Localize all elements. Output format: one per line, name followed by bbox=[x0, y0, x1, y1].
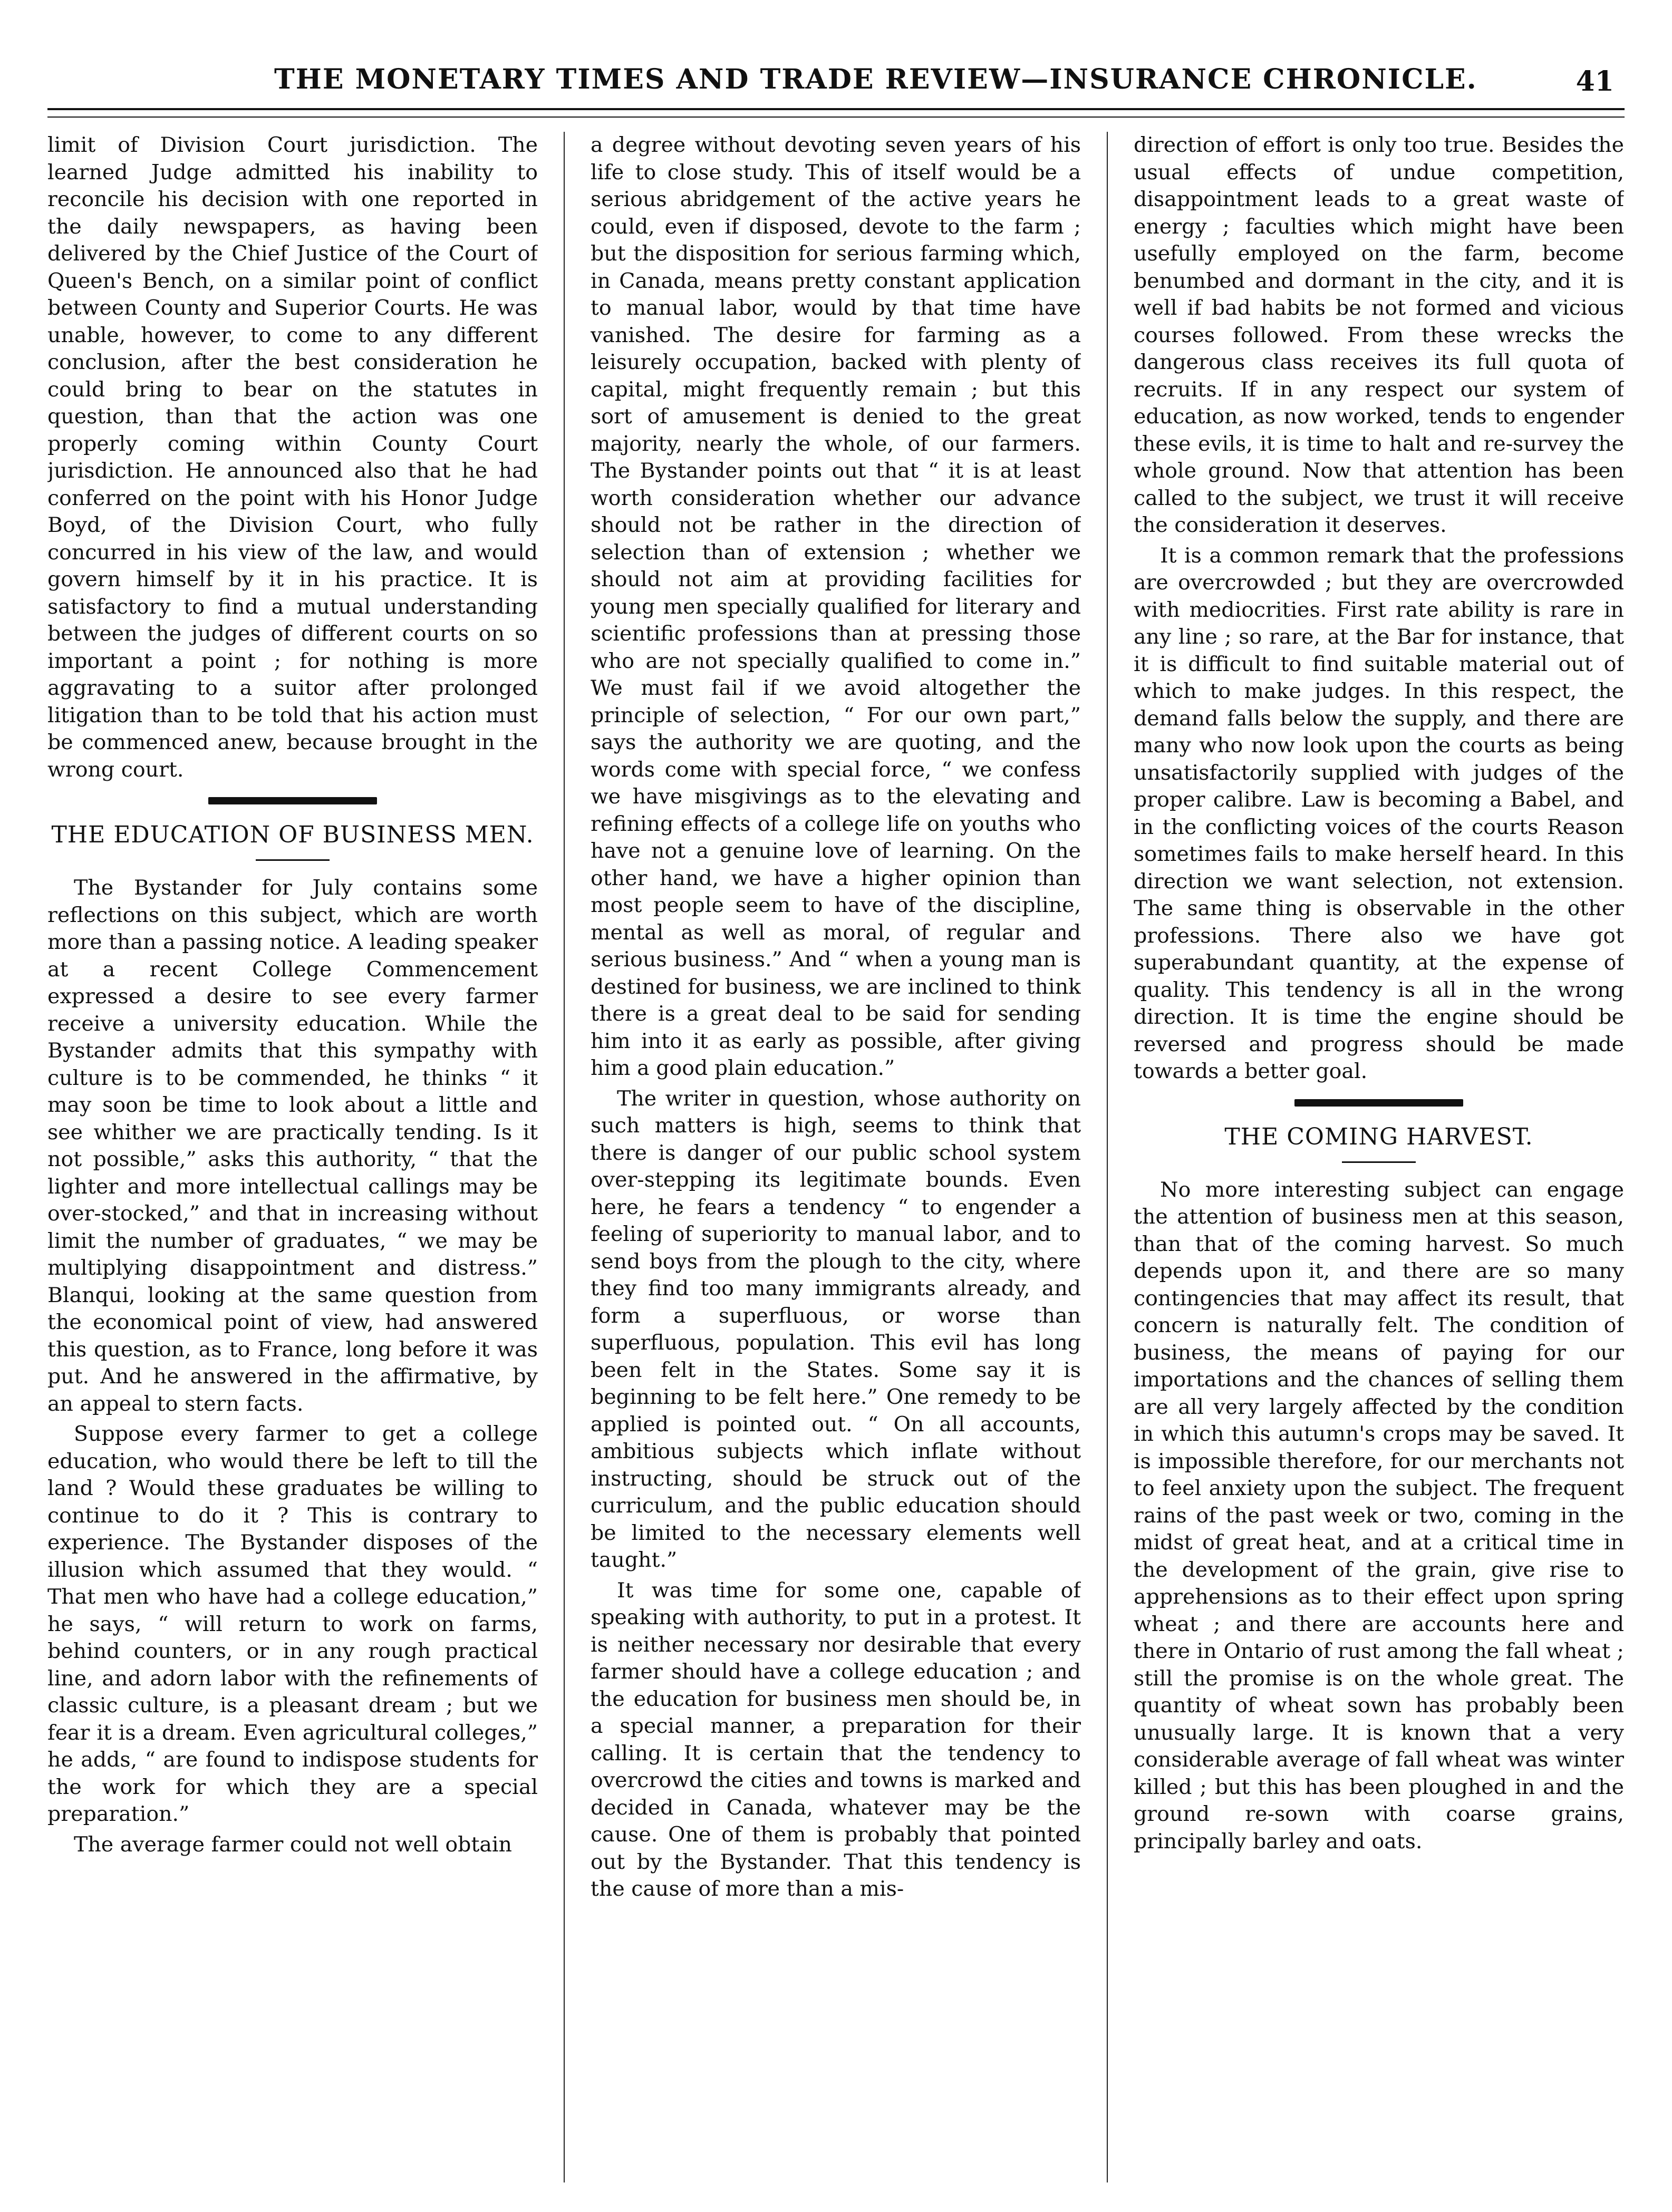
paragraph: a degree without devoting seven years of his life to close study. This of itself would be a serious abridgement of the active years he could, even if disposed, devote to the farm ; but the disposition for serious farming which, in Canada, means pretty constant application to manual labor, would by that time have vanished. The desire for farming as a leisurely occupation, backed with plenty of capital, might frequently remain ; but this sort of amusement is denied to the great majority, nearly the whole, of our farmers. The Bystander points out that “ it is at least worth consideration whether our advance should not be rather in the direction of selection than of extension ; whether we should not aim at providing facilities for young men specially qualified for literary and scientific professions than at pressing those who are not specially qualified to come in.” We must fail if we avoid altogether the principle of selection, “ For our own part,” says the authority we are quoting, and the words come with special force, “ we confess we have misgivings as to the elevating and refining effects of a college life on youths who have not a genuine love of learning. On the other hand, we have a higher opinion than most people seem to have of the discipline, mental as well as moral, of regular and serious business.” And “ when a young man is destined for business, we are inclined to think there is a great deal to be said for sending him into it as early as possible, after giving him a good plain education.” bbox=[591, 133, 1081, 1080]
paragraph: It was time for some one, capable of speaking with authority, to put in a protest. It is neither necessary nor desirable that every farmer should have a college education ; and the education for business men should be, in a special manner, a preparation for their calling. It is certain that the tendency to overcrowd the cities and towns is marked and decided in Canada, whatever may be the cause. One of them is probably that pointed out by the Bystander. That this tendency is the cause of more than a mis- bbox=[591, 1578, 1081, 1901]
paragraph: It is a common remark that the professions are overcrowded ; but they are overcrowded with mediocrities. First rate ability is rare in any line ; so rare, at the Bar for instance, that it is difficult to find suitable material out of which to make judges. In this respect, the demand falls below the supply, and there are many who now look upon the courts as being unsatisfactorily supplied with judges of the proper calibre. Law is becoming a Babel, and in the conflicting voices of the courts Reason sometimes fails to make herself heard. In this direction we want selection, not extension. The same thing is observable in the other professions. There also we have got superabundant quantity, at the expense of quality. This tendency is all in the wrong direction. It is time the engine should be reversed and progress should be made towards a better goal. bbox=[1134, 543, 1624, 1083]
paragraph: The Bystander for July contains some reflections on this subject, which are worth more than a passing notice. A leading speaker at a recent College Commencement expressed a desire to see every farmer receive a university education. While the Bystander admits that this sympathy with culture is to be commended, he thinks “ it may soon be time to look about a little and see whither we are practically tending. Is it not possible,” asks this authority, “ that the lighter and more intellectual callings may be over-stocked,” and that in increasing without limit the number of graduates, “ we may be multiplying disappointment and distress.” Blanqui, looking at the same question from the economical point of view, had answered this question, as to France, long before it was put. And he answered in the affirmative, by an appeal to stern facts. bbox=[47, 876, 538, 1416]
section-divider bbox=[1294, 1099, 1463, 1107]
paragraph: The average farmer could not well obtain bbox=[74, 1832, 512, 1857]
paragraph: limit of Division Court jurisdiction. The learned Judge admitted his inability to reconcile his decision with one reported in the daily newspapers, as having been delivered by the Chief Justice of the Court of Queen's Bench, on a similar point of conflict between County and Superior Courts. He was unable, however, to come to any different conclusion, after the best consideration he could bring to bear on the statutes in question, than that the action was one properly coming within County Court jurisdiction. He announced also that he had conferred on the point with his Honor Judge Boyd, of the Division Court, who fully concurred in his view of the law, and would govern himself by it in his practice. It is satisfactory to find a mutual understanding between the judges of different courts on so important a point ; for nothing is more aggravating to a suitor after prolonged litigation than to be told that his action must be commenced anew, because brought in the wrong court. bbox=[47, 133, 538, 782]
running-title: THE MONETARY TIMES AND TRADE REVIEW—INSURANCE CHRONICLE. bbox=[274, 63, 1477, 95]
header-rule bbox=[47, 108, 1625, 118]
column-2 bbox=[591, 132, 1081, 2182]
page-number: 41 bbox=[1576, 65, 1614, 98]
column-3 bbox=[1134, 132, 1624, 2182]
section-heading-harvest: THE COMING HARVEST. bbox=[1224, 1123, 1533, 1150]
section-heading-education: THE EDUCATION OF BUSINESS MEN. bbox=[51, 821, 534, 848]
article-columns bbox=[47, 132, 1624, 2182]
paragraph: direction of effort is only too true. Besides the usual effects of undue competition, disappointment leads to a great waste of energy ; faculties which might have been usefully employed on the farm, become benumbed and dormant in the city, and it is well if bad habits be not formed and vicious courses followed. From these wrecks the dangerous class receives its full quota of recruits. If in any respect our system of education, as now worked, tends to engender these evils, it is time to halt and re-survey the whole ground. Now that attention has been called to the subject, we trust it will receive the consideration it deserves. bbox=[1134, 133, 1624, 537]
paragraph: Suppose every farmer to get a college education, who would there be left to till the land ? Would these graduates be willing to continue to do it ? This is contrary to experience. The Bystander disposes of the illusion which assumed that they would. “ That men who have had a college education,” he says, “ will return to work on farms, behind counters, or in any rough practical line, and adorn labor with the refinements of classic culture, is a pleasant dream ; but we fear it is a dream. Even agricultural colleges,” he adds, “ are found to indispose students for the work for which they are a special preparation.” bbox=[47, 1422, 538, 1826]
heading-underline bbox=[1342, 1161, 1416, 1163]
column-separator bbox=[1107, 132, 1108, 2182]
heading-underline bbox=[256, 859, 330, 861]
column-separator bbox=[564, 132, 565, 2182]
column-1 bbox=[47, 132, 538, 2182]
paragraph: The writer in question, whose authority on such matters is high, seems to think that there is danger of our public school system over-stepping its legitimate bounds. Even here, he fears a tendency “ to engender a feeling of superiority to manual labor, and to send boys from the plough to the city, where they find too many immigrants already, and form a superfluous, or worse than superfluous, population. This evil has long been felt in the States. Some say it is beginning to be felt here.” One remedy to be applied is pointed out. “ On all accounts, ambitious subjects which inflate without instructing, should be struck out of the curriculum, and the public education should be limited to the necessary elements well taught.” bbox=[591, 1086, 1081, 1572]
masthead bbox=[47, 63, 1625, 111]
section-divider bbox=[208, 797, 377, 804]
paragraph: No more interesting subject can engage the attention of business men at this season, than that of the coming harvest. So much depends upon it, and there are so many contingencies that may affect its result, that concern is naturally felt. The condition of business, the means of paying for our importations and the chances of selling them are all very largely affected by the condition in which this autumn's crops may be saved. It is impossible therefore, for our merchants not to feel anxiety upon the subject. The frequent rains of the past week or two, coming in the midst of great heat, and at a critical time in the development of the grain, give rise to apprehensions as to their effect upon spring wheat ; and there are accounts here and there in Ontario of rust among the fall wheat ; still the promise is on the whole great. The quantity of wheat sown has probably been unusually large. It is known that a very considerable average of fall wheat was winter killed ; but this has been ploughed in and the ground re-sown with coarse grains, principally barley and oats. bbox=[1134, 1177, 1624, 1854]
